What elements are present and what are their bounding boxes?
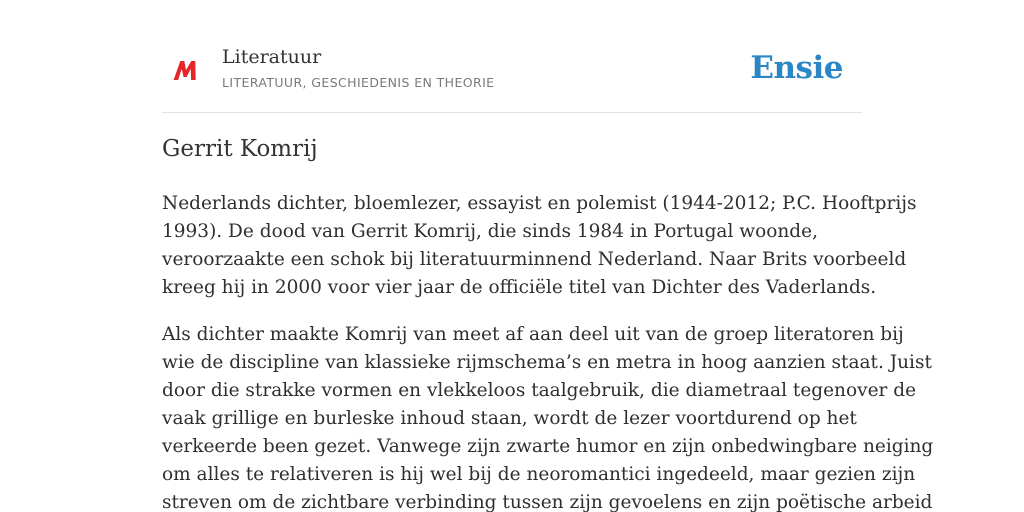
- paragraph-line: Als dichter maakte Komrij van meet af aan deel uit van de groep literatoren bij: [162, 324, 904, 345]
- paragraph-line: verkeerde been gezet. Vanwege zijn zwarte humor en zijn onbedwingbare neiging: [162, 436, 934, 457]
- paragraph-line: wie de discipline van klassieke rijmschema’s en metra in hoog aanzien staat. Juist: [162, 352, 932, 373]
- paragraph-line: Nederlands dichter, bloemlezer, essayist en polemist (1944-2012; P.C. Hooftprijs: [162, 193, 917, 214]
- site-header: [162, 40, 862, 113]
- paragraph-line: 1993). De dood van Gerrit Komrij, die sinds 1984 in Portugal woonde,: [162, 221, 818, 242]
- article-paragraph: [162, 321, 934, 512]
- paragraph-line: om alles te relativeren is hij wel bij de neoromantici ingedeeld, maar gezien zijn: [162, 464, 916, 485]
- paragraph-line: door die strakke vormen en vlekkeloos taalgebruik, die diametraal tegenover de: [162, 380, 917, 401]
- ensie-brand-logo[interactable]: Ensie: [750, 50, 843, 86]
- article-title: Gerrit Komrij: [162, 136, 318, 162]
- site-subtitle: LITERATUUR, GESCHIEDENIS EN THEORIE: [222, 75, 495, 90]
- paragraph-line: vaak grillige en burleske inhoud staan, wordt de lezer voortdurend op het: [162, 408, 857, 429]
- paragraph-line: streven om de zichtbare verbinding tussen zijn gevoelens en zijn poëtische arbeid: [162, 492, 933, 512]
- article-body: [162, 190, 934, 512]
- m-logo-icon[interactable]: [171, 56, 199, 84]
- paragraph-line: veroorzaakte een schok bij literatuurminnend Nederland. Naar Brits voorbeeld: [162, 249, 907, 270]
- article-paragraph: [162, 190, 917, 302]
- site-title[interactable]: Literatuur: [222, 46, 322, 68]
- paragraph-line: kreeg hij in 2000 voor vier jaar de officiële titel van Dichter des Vaderlands.: [162, 277, 877, 298]
